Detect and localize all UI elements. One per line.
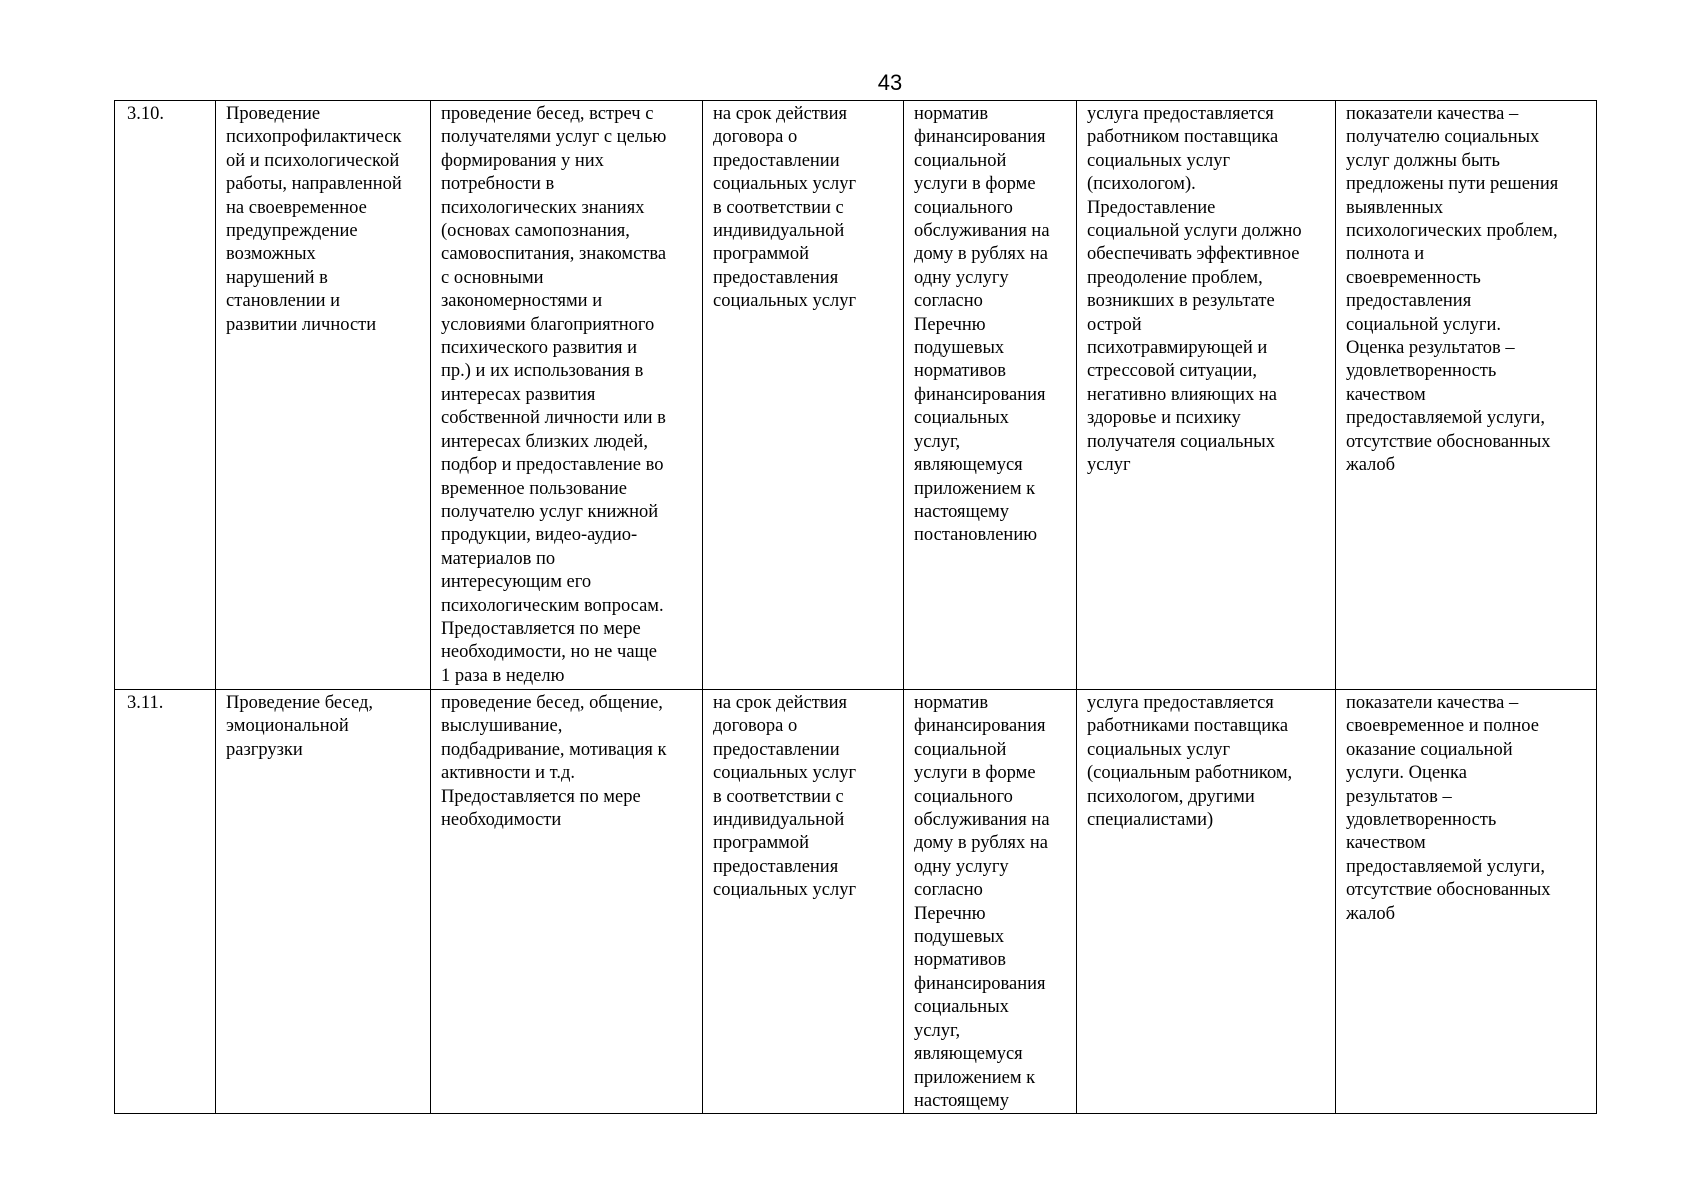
service-indicators-cell: показатели качества – своевременное и полное оказание социальной услуги. Оценка результатов – удовлетворенность качеством предоставляемой услуги, отсутствие обоснованных жалоб [1336,690,1597,1114]
service-indicators-cell: показатели качества – получателю социальных услуг должны быть предложены пути решения выявленных психологических проблем, полнота и своевременность предоставления социальной услуги. Оценка результатов – удовлетворенность качеством предоставляемой услуги, отсутствие обоснованных жалоб [1336,101,1597,690]
service-name-cell: Проведение психопрофилактическ ой и психологической работы, направленной на своевременное предупреждение возможных нарушений в становлении и развитии личности [216,101,431,690]
service-number-cell: 3.10. [115,101,216,690]
service-content-cell: проведение бесед, общение, выслушивание, подбадривание, мотивация к активности и т.д. Предоставляется по мере необходимости [431,690,703,1114]
service-norm-cell: норматив финансирования социальной услуги в форме социального обслуживания на дому в рублях на одну услугу согласно Перечню подушевых нормативов финансирования социальных услуг, являющемуся приложением к настоящему [904,690,1077,1114]
table-row [115,101,1597,690]
service-term-cell: на срок действия договора о предоставлении социальных услуг в соответствии с индивидуальной программой предоставления социальных услуг [703,101,904,690]
service-conditions-cell: услуга предоставляется работником поставщика социальных услуг (психологом). Предоставление социальной услуги должно обеспечивать эффективное преодоление проблем, возникших в результате острой психотравмирующей и стрессовой ситуации, негативно влияющих на здоровье и психику получателя социальных услуг [1077,101,1336,690]
table-row [115,690,1597,1114]
service-conditions-cell: услуга предоставляется работниками поставщика социальных услуг (социальным работником, психологом, другими специалистами) [1077,690,1336,1114]
service-norm-cell: норматив финансирования социальной услуги в форме социального обслуживания на дому в рублях на одну услугу согласно Перечню подушевых нормативов финансирования социальных услуг, являющемуся приложением к настоящему постановлению [904,101,1077,690]
service-name-cell: Проведение бесед, эмоциональной разгрузки [216,690,431,1114]
page-number: 43 [877,70,903,95]
services-table [114,100,1597,1114]
service-number-cell: 3.11. [115,690,216,1114]
service-content-cell: проведение бесед, встреч с получателями услуг с целью формирования у них потребности в психологических знаниях (основах самопознания, самовоспитания, знакомства с основными закономерностями и условиями благоприятного психического развития и пр.) и их использования в интересах развития собственной личности или в интересах близких людей, подбор и предоставление во временное пользование получателю услуг книжной продукции, видео-аудио- материалов по интересующим его психологическим вопросам. Предоставляется по мере необходимости, но не чаще 1 раза в неделю [431,101,703,690]
service-term-cell: на срок действия договора о предоставлении социальных услуг в соответствии с индивидуальной программой предоставления социальных услуг [703,690,904,1114]
